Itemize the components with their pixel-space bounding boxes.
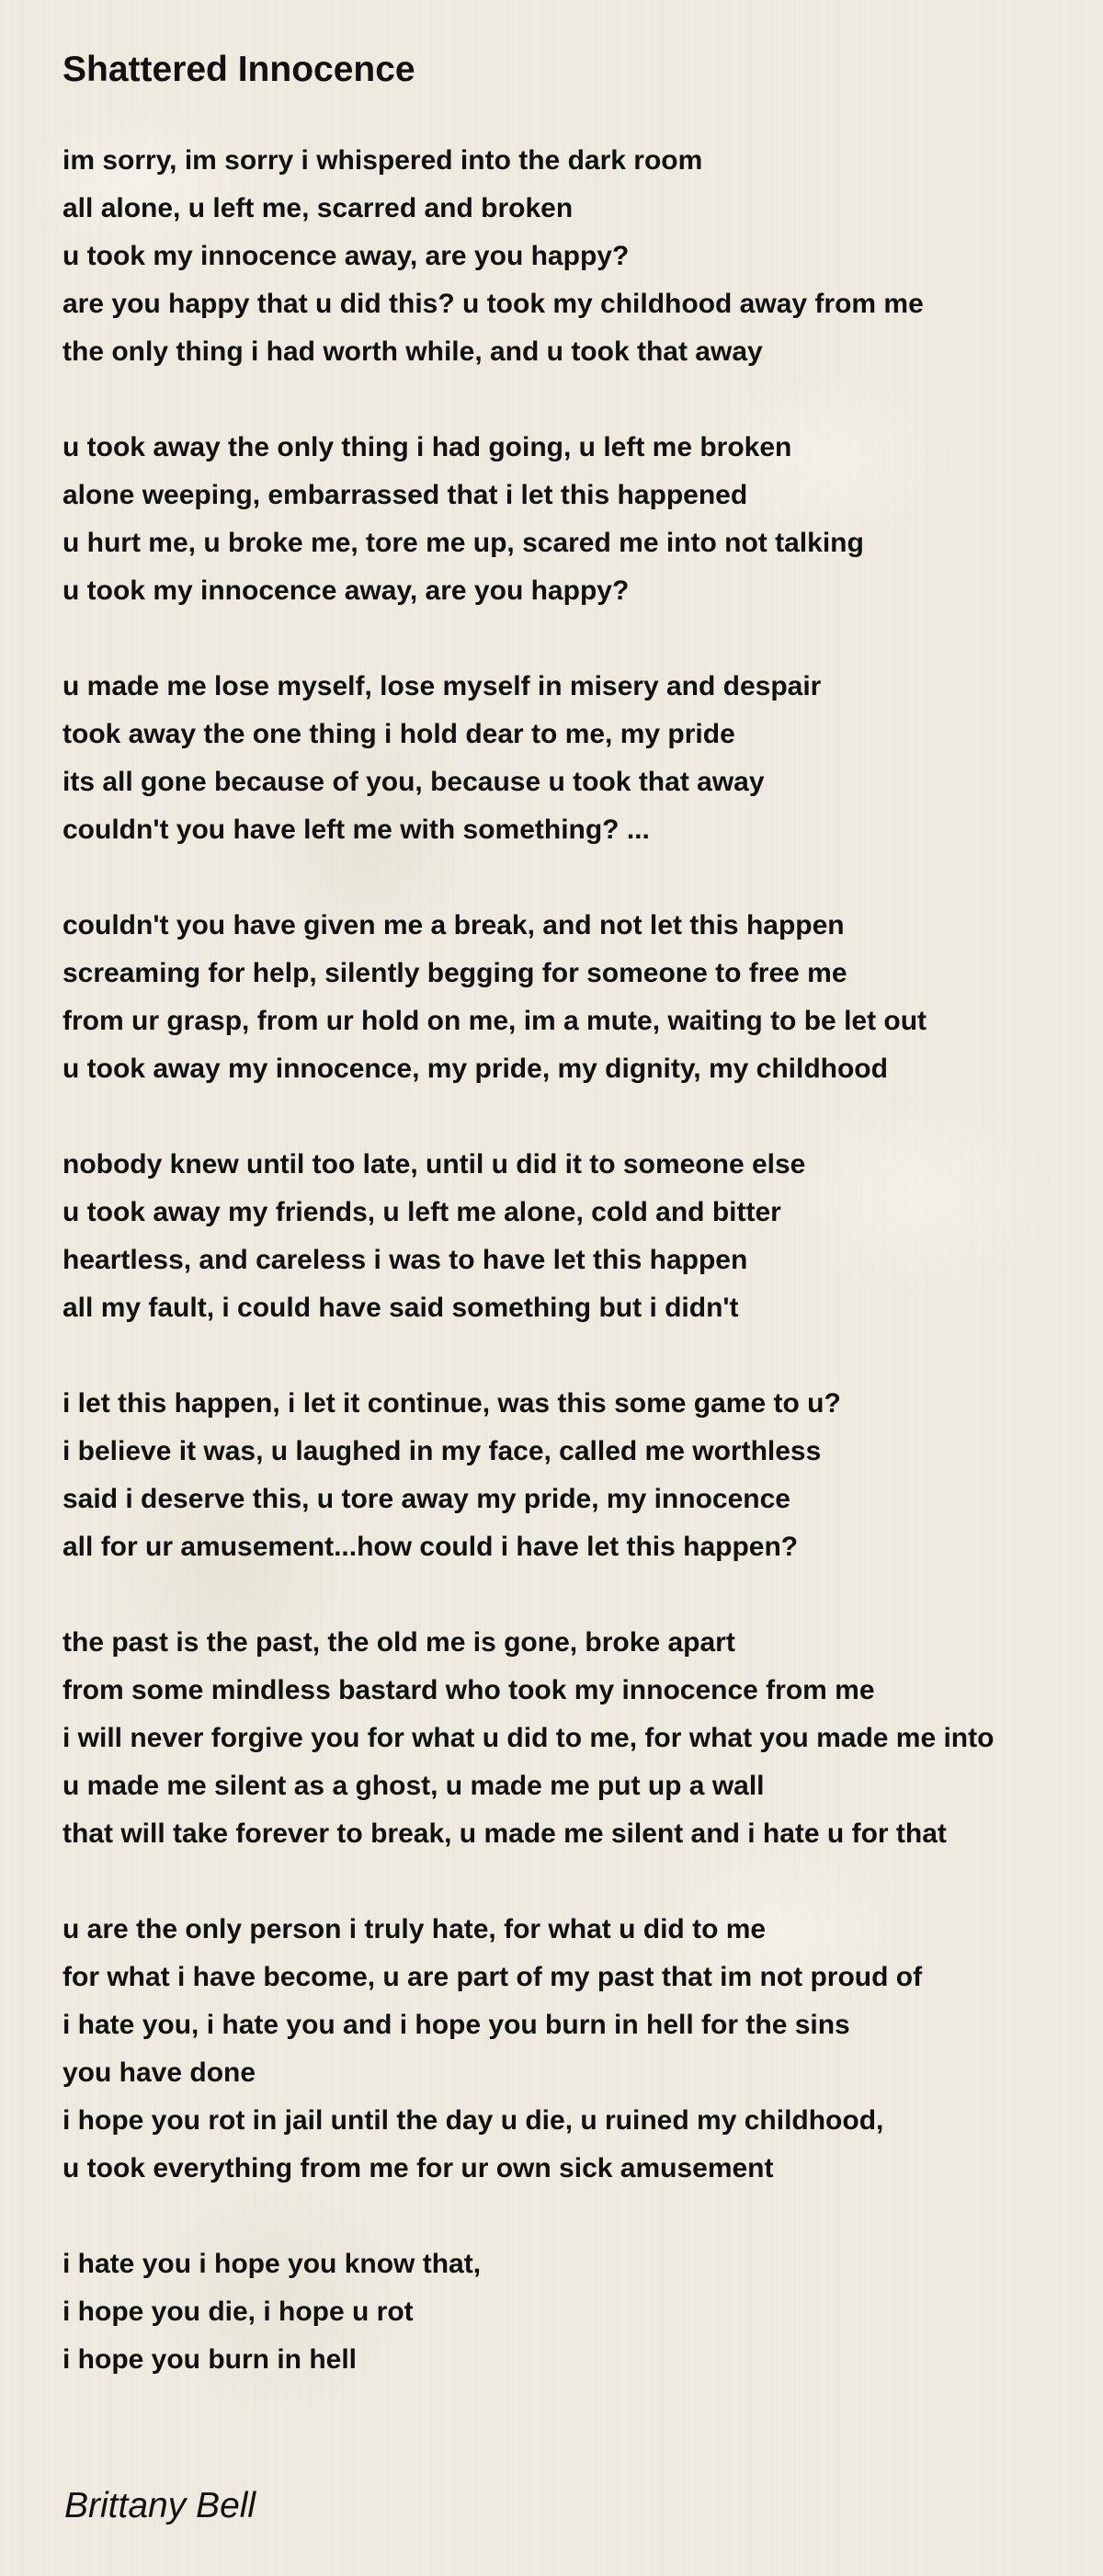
poem-stanza	[63, 902, 1097, 1093]
poem-author: Brittany Bell	[64, 2486, 256, 2525]
poem-line: u took away the only thing i had going, u left me broken	[63, 432, 792, 462]
poem-title: Shattered Innocence	[63, 50, 415, 89]
poem-stanza	[63, 137, 1097, 376]
poem-stanza	[63, 424, 1097, 615]
poem-line: u hurt me, u broke me, tore me up, scared me into not talking	[63, 528, 864, 558]
poem-line: u took away my friends, u left me alone, cold and bitter	[63, 1197, 781, 1227]
poem-line: for what i have become, u are part of my past that im not proud of	[63, 1962, 923, 1992]
poem-line: i hope you die, i hope u rot	[63, 2297, 414, 2327]
poem-line: u made me silent as a ghost, u made me put up a wall	[63, 1771, 765, 1801]
poem-stanza	[63, 2240, 1097, 2384]
poem-line: all alone, u left me, scarred and broken	[63, 193, 574, 223]
poem-stanza	[63, 1906, 1097, 2193]
poem-line: the only thing i had worth while, and u took that away	[63, 336, 763, 367]
poem-line: that will take forever to break, u made me silent and i hate u for that	[63, 1818, 947, 1849]
poem-line: u took my innocence away, are you happy?	[63, 576, 630, 606]
poem-stanza	[63, 1141, 1097, 1332]
poem-line: said i deserve this, u tore away my pride, my innocence	[63, 1484, 790, 1514]
poem-line: took away the one thing i hold dear to me, my pride	[63, 719, 735, 749]
poem-line: couldn't you have left me with something? ...	[63, 815, 650, 845]
poem-line: all for ur amusement...how could i have let this happen?	[63, 1532, 799, 1562]
poem-body	[63, 137, 1097, 2432]
poem-line: i hate you i hope you know that,	[63, 2249, 482, 2279]
poem-line: i believe it was, u laughed in my face, called me worthless	[63, 1436, 822, 1466]
poem-line: u took my innocence away, are you happy?	[63, 241, 630, 271]
poem-line: heartless, and careless i was to have let this happen	[63, 1245, 748, 1275]
poem-line: its all gone because of you, because u took that away	[63, 767, 765, 797]
poem-line: are you happy that u did this? u took my childhood away from me	[63, 289, 924, 319]
poem-line: you have done	[63, 2057, 256, 2088]
poem-line: the past is the past, the old me is gone, broke apart	[63, 1627, 735, 1658]
poem-line: screaming for help, silently begging for someone to free me	[63, 958, 847, 988]
poem-line: im sorry, im sorry i whispered into the dark room	[63, 145, 703, 176]
poem-stanza	[63, 663, 1097, 854]
poem-line: i hope you rot in jail until the day u die, u ruined my childhood,	[63, 2105, 884, 2136]
poem-line: couldn't you have given me a break, and not let this happen	[63, 910, 845, 940]
poem-line: i will never forgive you for what u did to me, for what you made me into	[63, 1723, 995, 1753]
poem-line: nobody knew until too late, until u did it to someone else	[63, 1149, 806, 1180]
poem-line: from some mindless bastard who took my innocence from me	[63, 1675, 875, 1705]
poem-line: u are the only person i truly hate, for what u did to me	[63, 1914, 767, 1944]
poem-line: i hope you burn in hell	[63, 2344, 357, 2375]
poem-line: from ur grasp, from ur hold on me, im a mute, waiting to be let out	[63, 1006, 927, 1036]
poem-line: u made me lose myself, lose myself in misery and despair	[63, 671, 822, 701]
poem-line: i hate you, i hate you and i hope you burn in hell for the sins	[63, 2010, 850, 2040]
poem-line: i let this happen, i let it continue, was this some game to u?	[63, 1388, 841, 1419]
poem-line: u took away my innocence, my pride, my dignity, my childhood	[63, 1054, 888, 1084]
poem-line: all my fault, i could have said something but i didn't	[63, 1293, 739, 1323]
poem-line: u took everything from me for ur own sick amusement	[63, 2153, 774, 2183]
poem-stanza	[63, 1380, 1097, 1571]
poem-stanza	[63, 1619, 1097, 1858]
poem-line: alone weeping, embarrassed that i let this happened	[63, 480, 748, 510]
